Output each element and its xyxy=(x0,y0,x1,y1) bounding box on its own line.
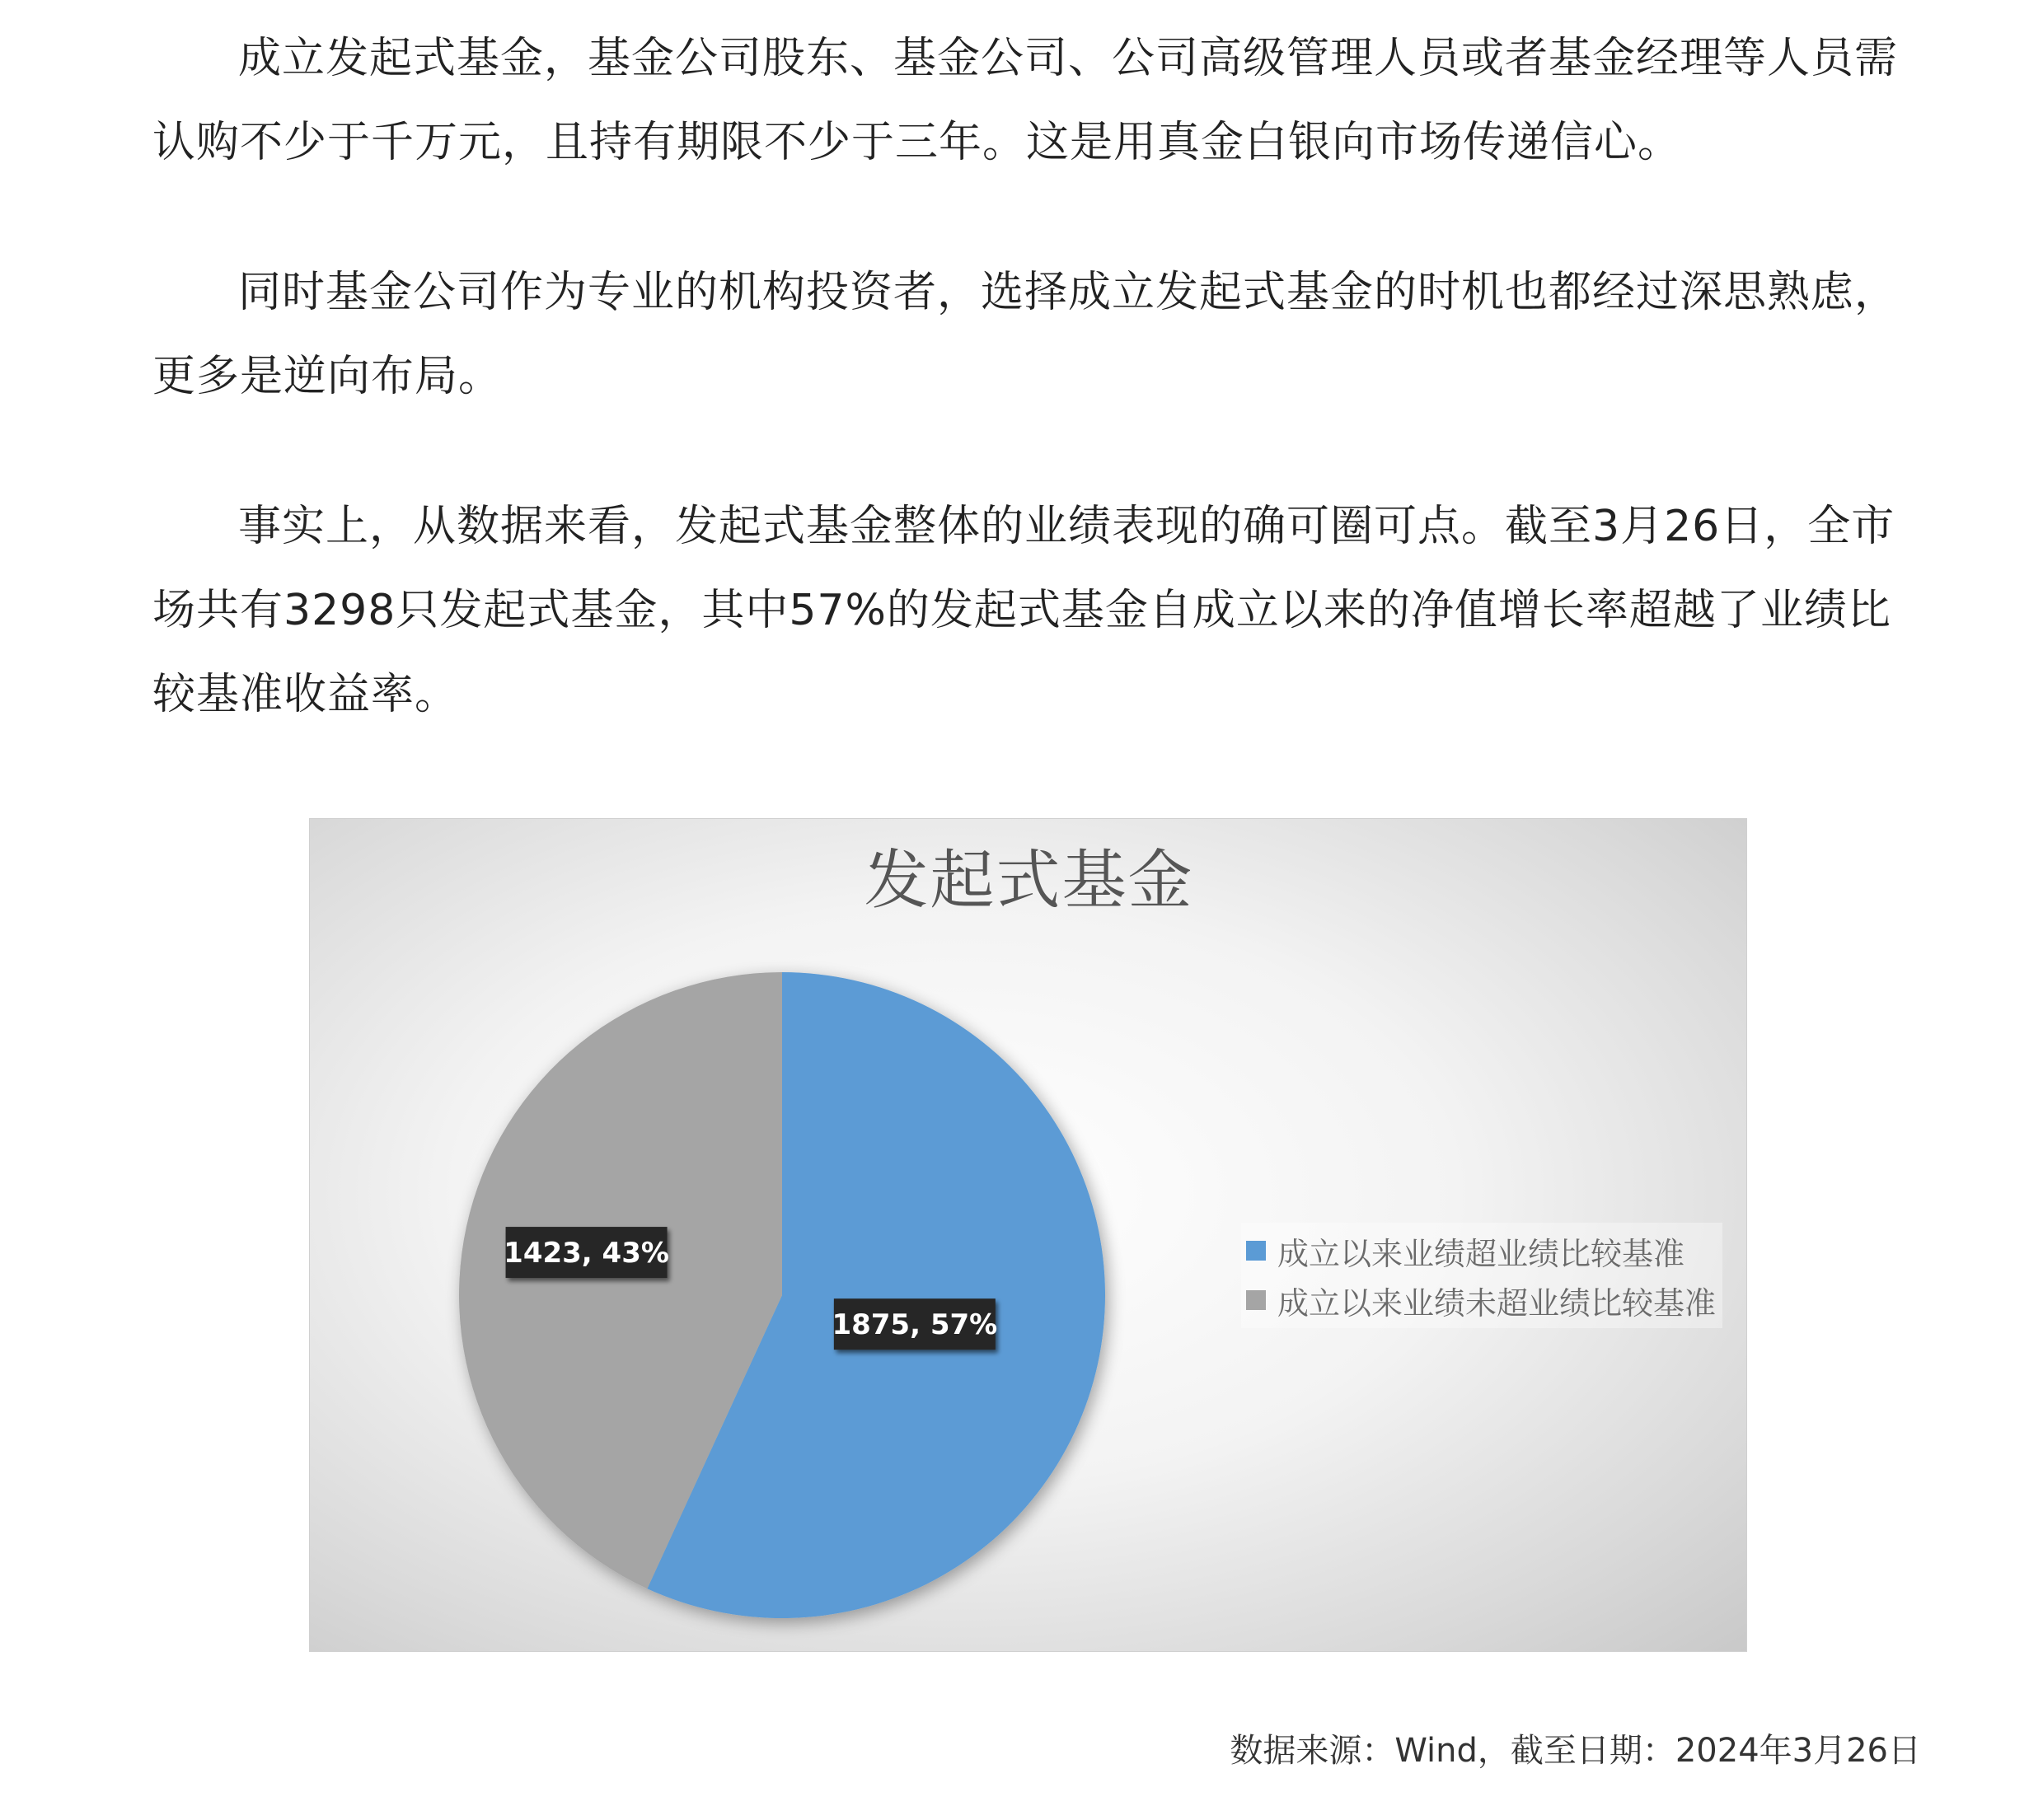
legend-label-exceeded: 成立以来业绩超业绩比较基准 xyxy=(1277,1235,1685,1272)
data-label-exceeded-text: 1875, 57% xyxy=(832,1308,998,1342)
paragraph-3: 事实上，从数据来看，发起式基金整体的业绩表现的确可圈可点。截至3月26日，全市场共有3298只发起式基金，其中57%的发起式基金自成立以来的净值增长率超越了业绩比较基准收益率。 xyxy=(152,502,1895,719)
legend-item-exceeded xyxy=(1246,1226,1716,1275)
source-note: 数据来源：Wind，截至日期：2024年3月26日 xyxy=(1230,1732,1921,1770)
article-body xyxy=(152,16,1924,802)
data-label-not-exceeded-text: 1423, 43% xyxy=(504,1237,669,1270)
chart-title: 发起式基金 xyxy=(864,844,1194,918)
chart-legend xyxy=(1241,1223,1722,1328)
legend-label-not-exceeded: 成立以来业绩未超业绩比较基准 xyxy=(1277,1284,1717,1322)
legend-swatch-gray xyxy=(1246,1290,1266,1310)
data-label-not-exceeded xyxy=(504,1227,669,1278)
data-label-exceeded xyxy=(832,1298,997,1350)
paragraph-1: 成立发起式基金，基金公司股东、基金公司、公司高级管理人员或者基金经理等人员需认购不少于千万元，且持有期限不少于三年。这是用真金白银向市场传递信心。 xyxy=(152,34,1899,167)
pie-chart-figure xyxy=(309,818,1747,1652)
legend-item-not-exceeded xyxy=(1246,1275,1716,1325)
paragraph-2: 同时基金公司作为专业的机构投资者，选择成立发起式基金的时机也都经过深思熟虑，更多是逆向布局。 xyxy=(152,268,1899,401)
legend-swatch-blue xyxy=(1246,1241,1266,1261)
